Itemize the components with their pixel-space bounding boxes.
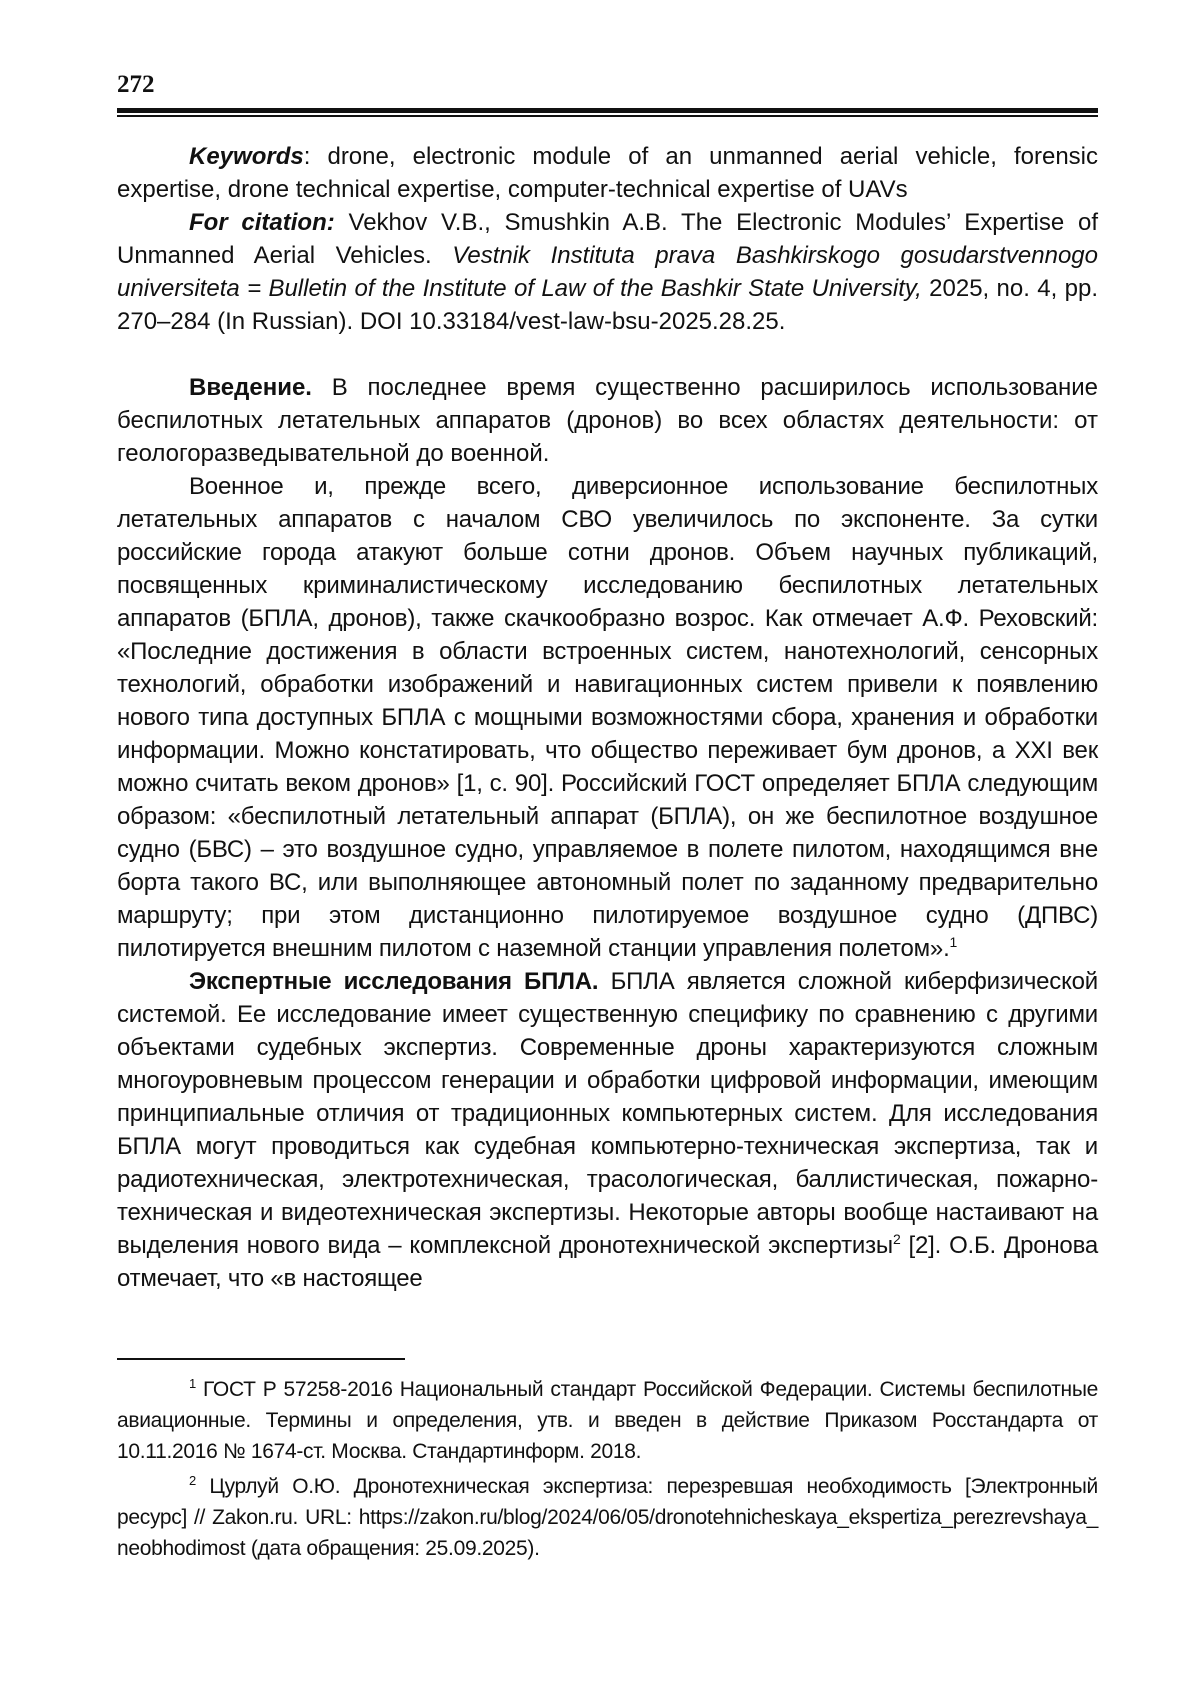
- footnote-1: [117, 1374, 1098, 1467]
- footnote-1-number: 1: [189, 1376, 196, 1391]
- section-text-b: [2]. О.Б. Дронова отмечает, что «в настоящее: [117, 1232, 1099, 1292]
- footnote-1-text: ГОСТ Р 57258-2016 Национальный стандарт Российской Федерации. Системы беспилотные авиационные. Термины и определения, утв. и введен в действие Приказом Росстандарта от 10.11.2016 № 1674-ст. Москва. Стандартинформ. 2018.: [117, 1378, 1098, 1463]
- footnote-ref-1: 1: [949, 934, 958, 950]
- section-heading: Экспертные исследования БПЛА.: [189, 968, 599, 995]
- citation-journal: Vestnik Instituta prava Bashkirskogo gosudarstvennogo universiteta = Bulletin of the Institute of Law of the Bashkir State University,: [117, 242, 1098, 302]
- citation-paragraph: [117, 206, 1098, 338]
- body-paragraph-2: [117, 470, 1098, 965]
- footnote-2-url[interactable]: https://zakon.ru/blog/2024/06/05/dronotehnicheskaya_ekspertiza_perezrevshaya_neobhodimost: [117, 1506, 1098, 1560]
- header-rule: [117, 108, 1098, 117]
- intro-text: В последнее время существенно расширилось использование беспилотных летательных аппаратов (дронов) во всех областях деятельности: от геологоразведывательной до военной.: [117, 374, 1098, 467]
- citation-tail: 2025, no. 4, pp. 270–284 (In Russian). DOI 10.33184/vest-law-bsu-2025.28.25.: [117, 275, 1098, 335]
- footnotes: [117, 1374, 1098, 1564]
- footnote-rule: [117, 1358, 405, 1360]
- intro-paragraph: [117, 371, 1098, 470]
- citation-label: For citation:: [189, 209, 335, 236]
- footnote-ref-2: 2: [892, 1231, 901, 1247]
- footnote-2-number: 2: [189, 1473, 196, 1488]
- intro-heading: Введение.: [189, 374, 312, 401]
- section-text-a: БПЛА является сложной киберфизической системой. Ее исследование имеет существенную специфику по сравнению с другими объектами судебных экспертиз. Современные дроны характеризуются сложным многоуровневым процессом генерации и обработки цифровой информации, имеющим принципиальные отличия от традиционных компьютерных систем. Для исследования БПЛА могут проводиться как судебная компьютерно-техническая экспертиза, так и радиотехническая, электротехническая, трасологическая, баллистическая, пожарно-техническая и видеотехническая экспертизы. Некоторые авторы вообще настаивают на выделения нового вида – комплексной дронотехнической экспертизы: [117, 968, 1099, 1259]
- page-number: 272: [117, 71, 155, 98]
- keywords-text: : drone, electronic module of an unmanned aerial vehicle, forensic expertise, drone technical expertise, computer-technical expertise of UAVs: [117, 143, 1098, 203]
- paragraph-2-text: Военное и, прежде всего, диверсионное использование беспилотных летательных аппаратов с началом СВО увеличилось по экспоненте. За сутки российские города атакуют больше сотни дронов. Объем научных публикаций, посвященных криминалистическому исследованию беспилотных летательных аппаратов (БПЛА, дронов), также скачкообразно возрос. Как отмечает А.Ф. Реховский: «Последние достижения в области встроенных систем, нанотехнологий, сенсорных технологий, обработки изображений и навигационных систем привели к появлению нового типа доступных БПЛА с мощными возможностями сбора, хранения и обработки информации. Можно констатировать, что общество переживает бум дронов, а XXI век можно считать веком дронов» [1, с. 90]. Российский ГОСТ определяет БПЛА следующим образом: «беспилотный летательный аппарат (БПЛА), он же беспилотное воздушное судно (БВС) – это воздушное судно, управляемое в полете пилотом, находящимся вне борта такого ВС, или выполняющее автономный полет по заданному предварительно маршруту; при этом дистанционно пилотируемое воздушное судно (ДПВС) пилотируется внешним пилотом с наземной станции управления полетом».: [117, 473, 1098, 962]
- main-content: [117, 140, 1098, 1295]
- footnote-2-text-b: (дата обращения: 25.09.2025).: [245, 1537, 540, 1560]
- keywords-paragraph: [117, 140, 1098, 206]
- section-paragraph: [117, 965, 1098, 1295]
- citation-authors: Vekhov V.B., Smushkin A.B. The Electronic Modules’ Expertise of Unmanned Aerial Vehicles.: [117, 209, 1099, 269]
- footnote-2-text-a: Цурлуй О.Ю. Дронотехническая экспертиза: перезревшая необходимость [Электронный ресурс] // Zakon.ru. URL:: [117, 1475, 1098, 1529]
- footnote-2: [117, 1471, 1098, 1564]
- keywords-label: Keywords: [189, 143, 304, 170]
